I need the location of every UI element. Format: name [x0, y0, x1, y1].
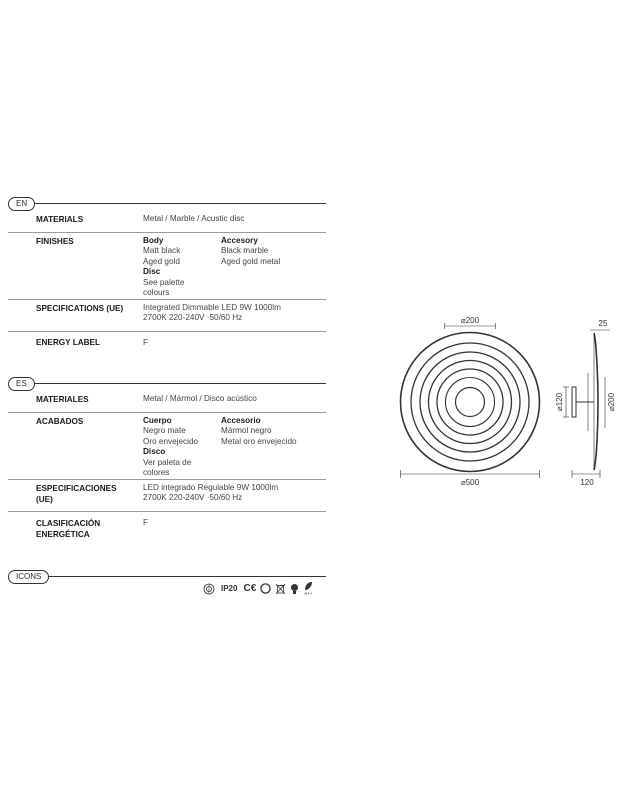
class-ii-icon: [203, 583, 215, 595]
side-view: [572, 333, 598, 470]
es-tag: ES: [8, 377, 35, 391]
disc-value-1: See palette: [143, 277, 185, 287]
front-width-label: ⌀500: [460, 478, 480, 487]
acabados-row: [8, 413, 326, 480]
accessory-title: Accesory: [221, 236, 258, 245]
cuerpo-value-1: Negro mate: [143, 426, 186, 436]
divider: [18, 383, 326, 384]
clasificacion-label: [36, 518, 100, 540]
clasificacion-value: F: [143, 518, 149, 527]
accesorio-title: Accesorio: [221, 416, 261, 425]
disco-title: Disco: [143, 447, 166, 457]
ip-rating: IP20: [221, 584, 238, 593]
es-header: [8, 377, 326, 391]
accesorio-value-1: Mármol negro: [221, 426, 272, 436]
cuerpo-title: Cuerpo: [143, 416, 172, 425]
es-section: [8, 377, 326, 542]
especificaciones-label-1: ESPECIFICACIONES: [36, 484, 117, 493]
icons-tag: ICONS: [8, 570, 49, 584]
technical-drawing: [380, 310, 620, 490]
especificaciones-row: [8, 480, 326, 512]
recycle-icon: [260, 583, 271, 594]
especificaciones-values: [143, 483, 278, 504]
spec-line-1: LED integrado Regulable 9W 1000lm: [143, 483, 279, 492]
side-width-dimension: [572, 470, 600, 478]
divider: [18, 576, 326, 577]
energy-value: F: [143, 338, 149, 347]
materiales-value: Metal / Mármol / Disco acústico: [143, 394, 257, 403]
weee-bin-icon: [275, 583, 286, 595]
certification-icons: [203, 581, 313, 596]
especificaciones-label: [36, 483, 146, 505]
ce-mark-icon: C€: [243, 583, 257, 594]
led-bulb-icon: [290, 583, 299, 595]
materials-row: [8, 211, 326, 233]
materials-value: Metal / Marble / Acustic disc: [143, 214, 245, 223]
divider: [18, 203, 326, 204]
body-value-1: Matt black: [143, 246, 181, 256]
materiales-row: [8, 391, 326, 413]
energy-label: ENERGY LABEL: [36, 338, 100, 347]
disc-value-2: colours: [143, 288, 170, 298]
side-mount-label: ⌀120: [555, 392, 564, 412]
spec-line-1: Integrated Dimmable LED 9W 1000lm: [143, 303, 281, 312]
front-view: [401, 333, 540, 472]
accessory-value-2: Aged gold metal: [221, 256, 281, 266]
materiales-label: MATERIALES: [36, 395, 89, 404]
disc-title: Disc: [143, 267, 161, 277]
spec-line-2: 2700K 220-240V ·50/60 Hz: [143, 313, 243, 323]
disco-value-2: colores: [143, 468, 170, 478]
side-width-label: 120: [580, 478, 594, 487]
clasificacion-row: [8, 512, 326, 542]
side-height-label: ⌀200: [607, 392, 616, 412]
clasificacion-label-1: CLASIFICACIÓN: [36, 519, 101, 528]
energy-label-row: [8, 332, 326, 354]
energy-leaf-icon: [303, 581, 313, 596]
disco-value-1: Ver paleta de: [143, 457, 192, 467]
energy-class-label: A++: [304, 591, 313, 596]
specifications-label: SPECIFICATIONS (UE): [36, 304, 124, 313]
en-section: [8, 197, 326, 354]
body-value-2: Aged gold: [143, 256, 180, 266]
finishes-row: [8, 233, 326, 300]
cuerpo-value-2: Oro envejecido: [143, 436, 199, 446]
materials-label: MATERIALS: [36, 215, 84, 224]
specifications-values: [143, 303, 281, 324]
en-tag: EN: [8, 197, 35, 211]
inner-diameter-label: ⌀200: [460, 316, 480, 325]
accessory-value-1: Black marble: [221, 246, 269, 256]
en-header: [8, 197, 326, 211]
finishes-label: FINISHES: [36, 237, 74, 246]
specifications-row: [8, 300, 326, 332]
acabados-cuerpo-col: [143, 416, 198, 478]
acabados-accesorio-col: [221, 416, 297, 447]
finishes-accessory-col: [221, 236, 280, 267]
side-depth-label: 25: [598, 319, 608, 328]
finishes-body-col: [143, 236, 184, 298]
acabados-label: ACABADOS: [36, 417, 84, 426]
spec-line-2: 2700K 220-240V ·50/60 Hz: [143, 493, 243, 503]
accesorio-value-2: Metal oro envejecido: [221, 436, 297, 446]
especificaciones-label-2: (UE): [36, 495, 53, 504]
clasificacion-label-2: ENERGÉTICA: [36, 530, 90, 539]
body-title: Body: [143, 236, 164, 245]
